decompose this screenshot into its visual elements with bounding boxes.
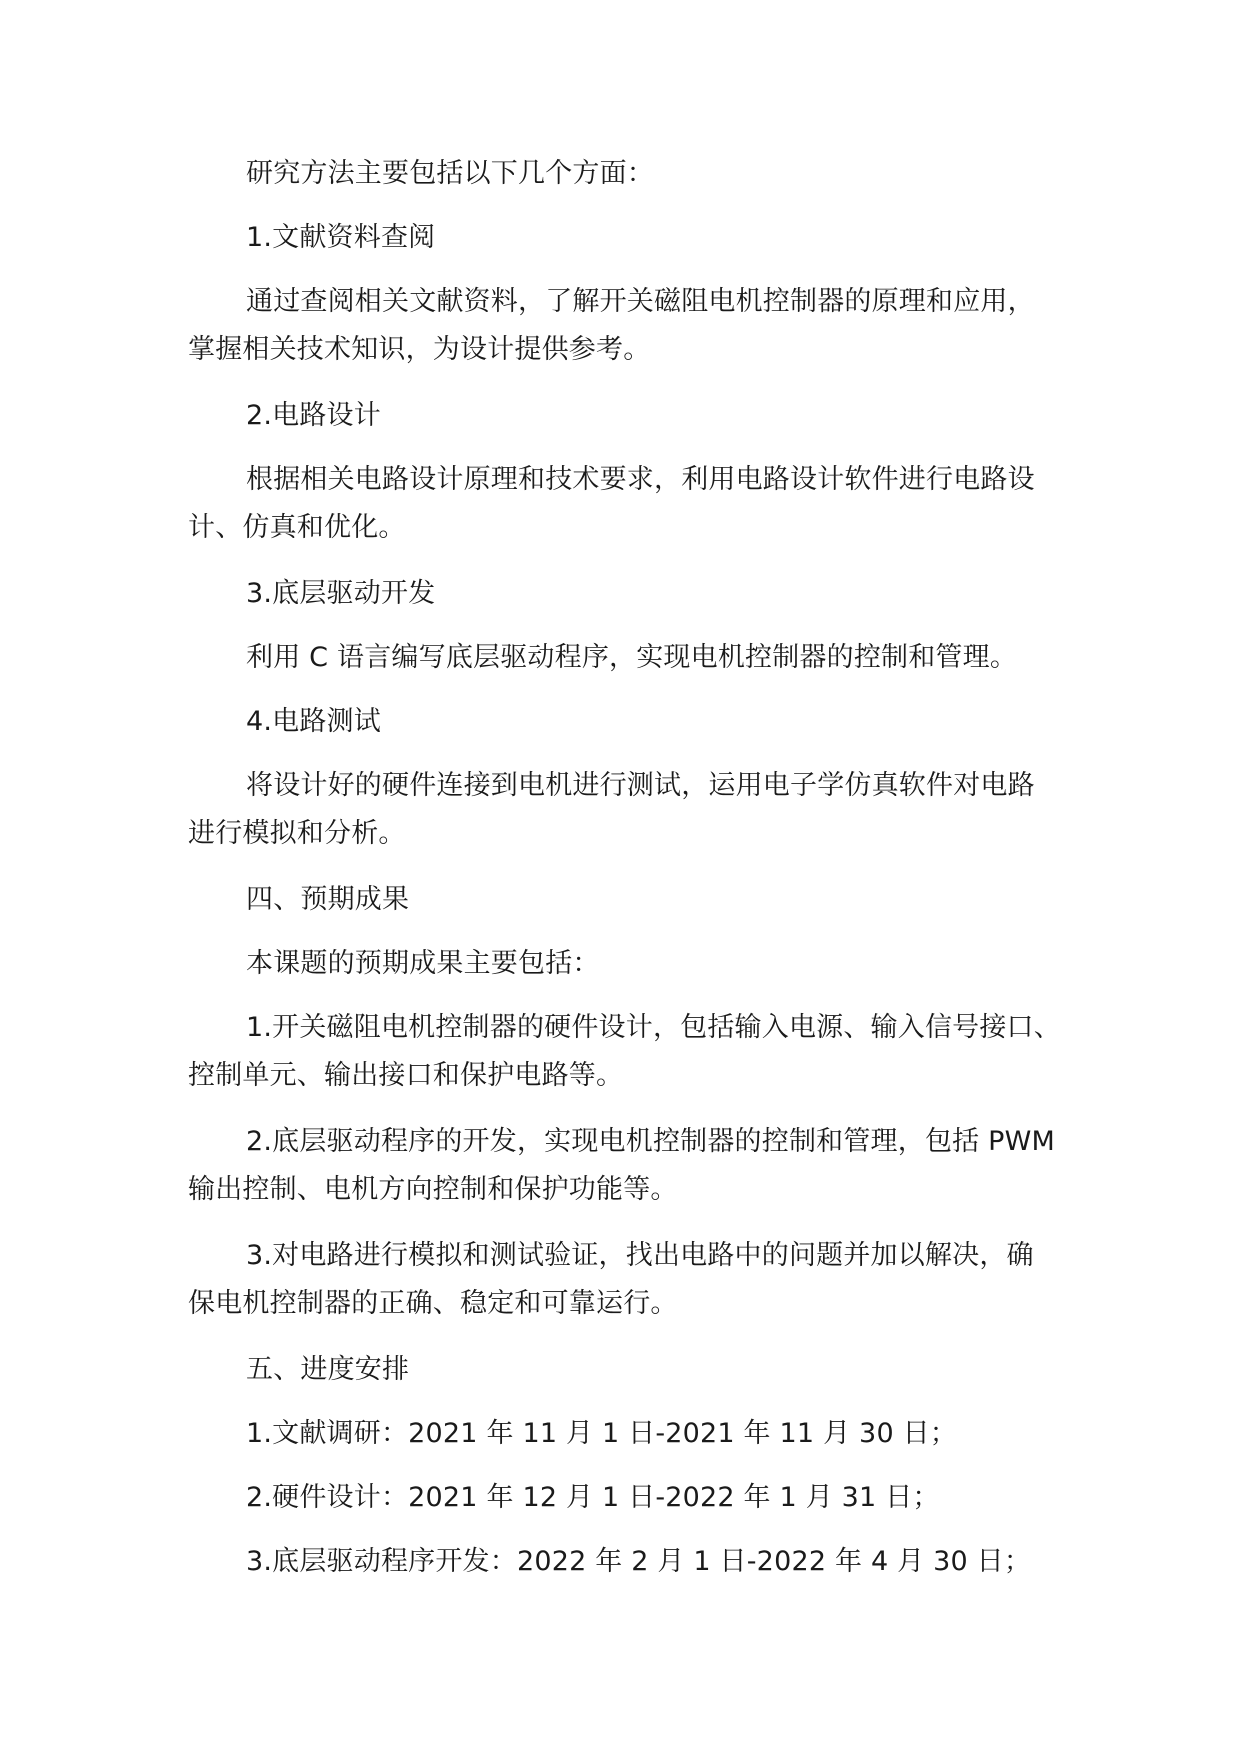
schedule-item-1: 1.文献调研：2021 年 11 月 1 日-2021 年 11 月 30 日； — [246, 1418, 958, 1449]
methods-intro-paragraph: 研究方法主要包括以下几个方面： — [246, 158, 654, 189]
method2-heading: 2.电路设计 — [246, 400, 381, 431]
method1-text-line2: 掌握相关技术知识，为设计提供参考。 — [188, 334, 651, 365]
method3-heading: 3.底层驱动开发 — [246, 578, 436, 609]
result3-line2: 保电机控制器的正确、稳定和可靠运行。 — [188, 1288, 678, 1319]
method4-text-line2: 进行模拟和分析。 — [188, 818, 406, 849]
method3-text-line1: 利用 C 语言编写底层驱动程序，实现电机控制器的控制和管理。 — [246, 642, 1018, 673]
section5-heading: 五、进度安排 — [246, 1354, 410, 1385]
result2-line1: 2.底层驱动程序的开发，实现电机控制器的控制和管理，包括 PWM — [246, 1126, 1056, 1157]
result1-line1: 1.开关磁阻电机控制器的硬件设计，包括输入电源、输入信号接口、 — [246, 1012, 1061, 1043]
schedule-item-3: 3.底层驱动程序开发：2022 年 2 月 1 日-2022 年 4 月 30 日； — [246, 1546, 1032, 1577]
method1-heading: 1.文献资料查阅 — [246, 222, 436, 253]
result3-line1: 3.对电路进行模拟和测试验证，找出电路中的问题并加以解决，确 — [246, 1240, 1034, 1271]
method2-text-line1: 根据相关电路设计原理和技术要求，利用电路设计软件进行电路设 — [246, 464, 1035, 495]
method4-text-line1: 将设计好的硬件连接到电机进行测试，运用电子学仿真软件对电路 — [246, 770, 1035, 801]
result1-line2: 控制单元、输出接口和保护电路等。 — [188, 1060, 624, 1091]
schedule-item-2: 2.硬件设计：2021 年 12 月 1 日-2022 年 1 月 31 日； — [246, 1482, 940, 1513]
section4-heading: 四、预期成果 — [246, 884, 410, 915]
method2-text-line2: 计、仿真和优化。 — [188, 512, 406, 543]
result2-line2: 输出控制、电机方向控制和保护功能等。 — [188, 1174, 678, 1205]
method1-text-line1: 通过查阅相关文献资料，了解开关磁阻电机控制器的原理和应用， — [246, 286, 1035, 317]
method4-heading: 4.电路测试 — [246, 706, 381, 737]
results-intro-paragraph: 本课题的预期成果主要包括： — [246, 948, 600, 979]
